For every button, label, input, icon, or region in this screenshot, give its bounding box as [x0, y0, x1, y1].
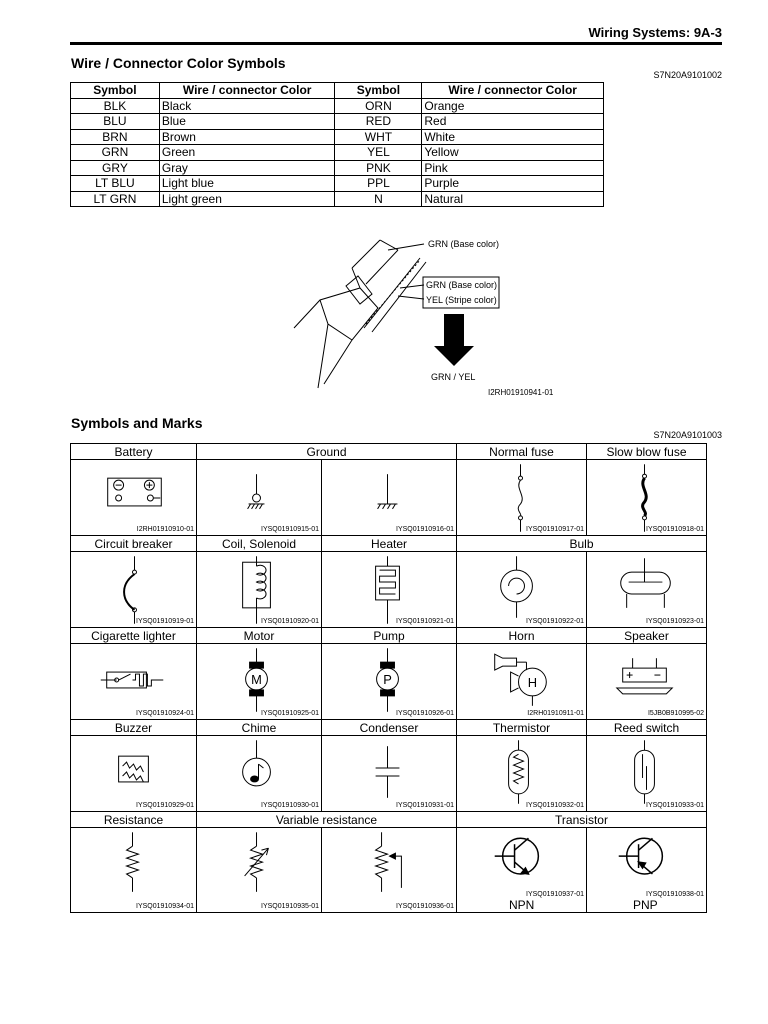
slow-blow-fuse-symbol: IYSQ01910918-01 [587, 460, 707, 536]
ground-icon [322, 460, 456, 535]
header-bulb: Bulb [457, 536, 707, 552]
variable-resistance-symbol-b: IYSQ01910936-01 [322, 828, 457, 913]
color-symbol-cell: LT BLU [71, 176, 160, 192]
color-symbol-cell: WHT [335, 129, 422, 145]
header-pump: Pump [322, 628, 457, 644]
color-name-cell: Light blue [159, 176, 335, 192]
col-header: Symbol [71, 83, 160, 99]
col-header: Symbol [335, 83, 422, 99]
header-resistance: Resistance [71, 812, 197, 828]
resistor-icon [71, 828, 196, 912]
color-row [71, 145, 604, 161]
label-stripe: YEL (Stripe color) [426, 295, 497, 305]
variable-resistance-symbol-a: IYSQ01910935-01 [197, 828, 322, 913]
wire-color-figure [280, 228, 580, 398]
normal-fuse-symbol: IYSQ01910917-01 [457, 460, 587, 536]
color-row [71, 129, 604, 145]
header-battery: Battery [71, 444, 197, 460]
section-code-symbols: S7N20A9101003 [653, 430, 722, 440]
buzzer-symbol: IYSQ01910929-01 [71, 736, 197, 812]
color-symbol-cell: LT GRN [71, 191, 160, 207]
color-name-cell: Natural [422, 191, 604, 207]
bulb-symbol: IYSQ01910922-01 [457, 552, 587, 628]
cigarette-lighter-symbol: IYSQ01910924-01 [71, 644, 197, 720]
figure-code: I2RH01910941-01 [488, 388, 554, 397]
color-name-cell: Yellow [422, 145, 604, 161]
color-symbol-table [70, 82, 604, 207]
npn-label: NPN [509, 898, 535, 912]
color-row [71, 176, 604, 192]
col-header: Wire / connector Color [422, 83, 604, 99]
label-base-top: GRN (Base color) [428, 239, 500, 249]
header-slow-blow-fuse: Slow blow fuse [587, 444, 707, 460]
color-name-cell: Purple [422, 176, 604, 192]
stripe-wire [364, 258, 426, 332]
chime-symbol: IYSQ01910930-01 [197, 736, 322, 812]
cigarette-lighter-icon [71, 644, 196, 719]
ground-icon [197, 460, 321, 535]
pump-symbol: P IYSQ01910926-01 [322, 644, 457, 720]
color-symbol-cell: BLU [71, 114, 160, 130]
color-symbol-cell: PPL [335, 176, 422, 192]
chime-icon [197, 736, 321, 811]
header-reed-switch: Reed switch [587, 720, 707, 736]
header-heater: Heater [322, 536, 457, 552]
svg-text:H: H [527, 674, 538, 690]
leader-line [398, 296, 424, 299]
reed-switch-icon [587, 736, 706, 811]
color-name-cell: Light green [159, 191, 335, 207]
ground-chassis-symbol: IYSQ01910915-01 [197, 460, 322, 536]
resistance-symbol: IYSQ01910934-01 [71, 828, 197, 913]
color-name-cell: Orange [422, 98, 604, 114]
color-symbol-cell: N [335, 191, 422, 207]
leader-line [400, 285, 424, 288]
color-symbol-cell: ORN [335, 98, 422, 114]
col-header: Wire / connector Color [159, 83, 335, 99]
svg-text:M: M [251, 671, 262, 687]
color-name-cell: Pink [422, 160, 604, 176]
circuit-breaker-symbol: IYSQ01910919-01 [71, 552, 197, 628]
color-row [71, 114, 604, 130]
buzzer-icon [71, 736, 196, 811]
color-symbol-cell: PNK [335, 160, 422, 176]
npn-transistor-symbol: IYSQ01910937-01 NPN [457, 828, 587, 913]
label-base: GRN (Base color) [426, 280, 498, 290]
color-row [71, 160, 604, 176]
speaker-symbol: I5JB0B910995-02 [587, 644, 707, 720]
header-coil-solenoid: Coil, Solenoid [197, 536, 322, 552]
circuit-breaker-icon [71, 552, 196, 627]
reed-switch-symbol: IYSQ01910933-01 [587, 736, 707, 812]
symbols-table [70, 443, 707, 913]
header-circuit-breaker: Circuit breaker [71, 536, 197, 552]
color-symbol-cell: BRN [71, 129, 160, 145]
section-code-colors: S7N20A9101002 [653, 70, 722, 80]
pump-icon [322, 644, 456, 719]
coil-icon [197, 552, 321, 627]
ground-symbol: IYSQ01910916-01 [322, 460, 457, 536]
header-thermistor: Thermistor [457, 720, 587, 736]
header-ground: Ground [197, 444, 457, 460]
color-symbol-cell: YEL [335, 145, 422, 161]
label-result: GRN / YEL [431, 372, 476, 382]
condenser-symbol: IYSQ01910931-01 [322, 736, 457, 812]
page-header: Wiring Systems: 9A-3 [588, 25, 722, 40]
coil-solenoid-symbol: IYSQ01910920-01 [197, 552, 322, 628]
header-horn: Horn [457, 628, 587, 644]
color-name-cell: Green [159, 145, 335, 161]
color-name-cell: White [422, 129, 604, 145]
thermistor-icon [457, 736, 586, 811]
color-name-cell: Brown [159, 129, 335, 145]
color-row [71, 98, 604, 114]
double-bulb-symbol: IYSQ01910923-01 [587, 552, 707, 628]
section-title-symbols: Symbols and Marks [71, 415, 203, 431]
header-cigarette-lighter: Cigarette lighter [71, 628, 197, 644]
color-row [71, 191, 604, 207]
color-symbol-cell: GRN [71, 145, 160, 161]
pnp-transistor-symbol: IYSQ01910938-01 PNP [587, 828, 707, 913]
header-speaker: Speaker [587, 628, 707, 644]
header-transistor: Transistor [457, 812, 707, 828]
header-variable-resistance: Variable resistance [197, 812, 457, 828]
color-name-cell: Red [422, 114, 604, 130]
color-name-cell: Gray [159, 160, 335, 176]
motor-symbol: M IYSQ01910925-01 [197, 644, 322, 720]
speaker-icon [587, 644, 706, 719]
header-rule [70, 42, 722, 45]
thermistor-symbol: IYSQ01910932-01 [457, 736, 587, 812]
header-normal-fuse: Normal fuse [457, 444, 587, 460]
color-name-cell: Black [159, 98, 335, 114]
horn-icon [457, 644, 586, 719]
double-bulb-icon [587, 552, 706, 627]
color-symbol-cell: BLK [71, 98, 160, 114]
header-condenser: Condenser [322, 720, 457, 736]
battery-icon [71, 460, 196, 535]
variable-resistor-icon [197, 828, 321, 912]
down-arrow-icon [434, 314, 474, 366]
color-symbol-cell: GRY [71, 160, 160, 176]
fuse-icon [457, 460, 586, 535]
slow-blow-fuse-icon [587, 460, 706, 535]
horn-symbol: H I2RH01910911-01 [457, 644, 587, 720]
section-title-colors: Wire / Connector Color Symbols [71, 55, 286, 71]
heater-symbol: IYSQ01910921-01 [322, 552, 457, 628]
bulb-icon [457, 552, 586, 627]
heater-icon [322, 552, 456, 627]
pnp-label: PNP [633, 898, 658, 912]
header-motor: Motor [197, 628, 322, 644]
potentiometer-icon [322, 828, 456, 912]
header-buzzer: Buzzer [71, 720, 197, 736]
capacitor-icon [322, 736, 456, 811]
battery-symbol: I2RH01910910-01 [71, 460, 197, 536]
header-chime: Chime [197, 720, 322, 736]
svg-text:P: P [383, 671, 392, 687]
color-symbol-cell: RED [335, 114, 422, 130]
motor-icon [197, 644, 321, 719]
terminal-slot [346, 276, 372, 304]
color-name-cell: Blue [159, 114, 335, 130]
